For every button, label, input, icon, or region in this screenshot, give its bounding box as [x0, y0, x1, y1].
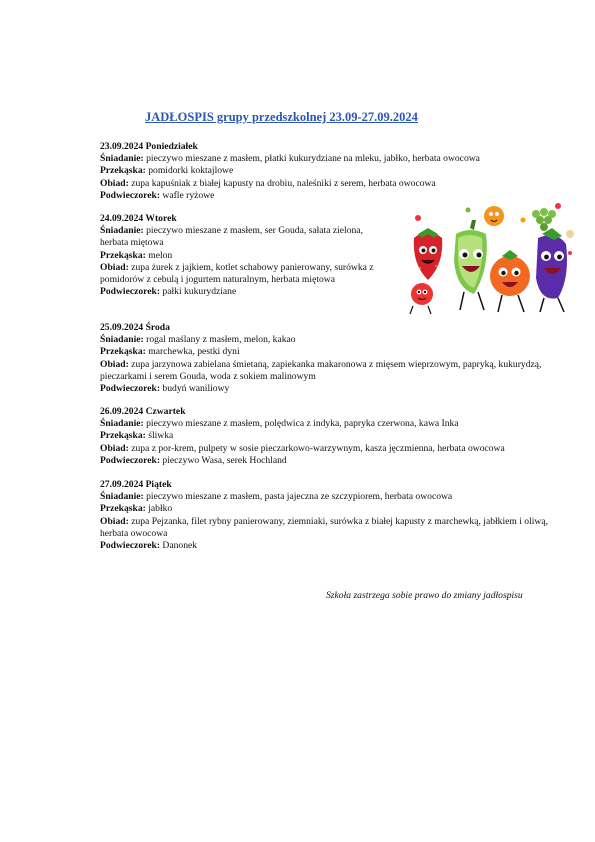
meal-snack	[100, 346, 560, 358]
strawberry-character	[414, 228, 442, 280]
meal-lunch	[100, 443, 560, 455]
day-date: 26.09.2024 Czwartek	[100, 406, 186, 417]
meal-text: wafle ryżowe	[160, 189, 215, 201]
day-menu-monday	[100, 141, 560, 202]
meal-label: Przekąska:	[100, 165, 146, 177]
tomato-character	[490, 250, 530, 312]
meal-breakfast	[100, 418, 560, 430]
meal-label: Śniadanie:	[100, 153, 144, 165]
meal-label: Przekąska:	[100, 249, 146, 261]
grapes-icon	[532, 208, 556, 231]
meal-label: Podwieczorek:	[100, 286, 161, 298]
day-menu-wednesday	[100, 322, 560, 395]
meal-breakfast	[100, 334, 560, 346]
meal-text: pieczywo mieszane z masłem, ser Gouda, sałata zielona, herbata miętowa	[100, 225, 363, 249]
meal-lunch	[100, 178, 560, 190]
day-menu-friday	[100, 479, 566, 552]
meal-text: pieczywo Wasa, serek Hochland	[160, 454, 287, 466]
meal-label: Przekąska:	[100, 346, 146, 358]
meal-label: Śniadanie:	[100, 491, 144, 503]
page-title: JADŁOSPIS grupy przedszkolnej 23.09-27.09.2024	[145, 110, 418, 124]
meal-label: Podwieczorek:	[100, 454, 161, 466]
meal-snack	[100, 165, 560, 177]
cartoon-fruits-vegetables-icon	[398, 198, 576, 318]
meal-text: zupa z por-krem, pulpety w sosie pieczarkowo-warzywnym, kasza jęczmienna, herbata owocowa	[128, 442, 505, 454]
meal-text: melon	[145, 249, 173, 261]
meal-text: pieczywo mieszane z masłem, płatki kukurydziane na mleku, jabłko, herbata owocowa	[143, 153, 480, 165]
day-menu-thursday	[100, 406, 560, 467]
meal-text: pomidorki koktajlowe	[145, 165, 234, 177]
meal-lunch	[100, 359, 560, 383]
meal-afternoon	[100, 455, 560, 467]
meal-afternoon	[100, 286, 385, 298]
meal-label: Podwieczorek:	[100, 383, 161, 395]
meal-text: budyń waniliowy	[160, 383, 230, 395]
meal-text: śliwka	[145, 430, 174, 442]
day-date: 24.09.2024 Wtorek	[100, 213, 177, 224]
meal-text: pałki kukurydziane	[160, 286, 237, 298]
meal-label: Obiad:	[100, 261, 129, 273]
day-menu-tuesday	[100, 213, 385, 298]
meal-label: Obiad:	[100, 515, 129, 527]
meal-breakfast	[100, 491, 566, 503]
meal-label: Śniadanie:	[100, 225, 144, 237]
meal-afternoon	[100, 383, 560, 395]
meal-text: zupa kapuśniak z białej kapusty na drobiu, naleśniki z serem, herbata owocowa	[128, 177, 436, 189]
meal-label: Śniadanie:	[100, 334, 144, 346]
meal-label: Obiad:	[100, 177, 129, 189]
meal-snack	[100, 250, 385, 262]
footer-note: Szkoła zastrzega sobie prawo do zmiany jadłospisu	[326, 590, 523, 601]
meal-label: Obiad:	[100, 442, 129, 454]
meal-text: zupa żurek z jajkiem, kotlet schabowy panierowany, surówka z pomidorów z cebulą i jogurtem naturalnym, herbata miętowa	[100, 261, 374, 286]
meal-text: zupa jarzynowa zabielana śmietaną, zapiekanka makaronowa z mięsem wieprzowym, papryką, kukurydzą, pieczarkami i serem Gouda, woda z sokiem malinowym	[100, 358, 542, 382]
meal-label: Podwieczorek:	[100, 540, 161, 552]
meal-snack	[100, 503, 566, 515]
day-date: 27.09.2024 Piątek	[100, 479, 172, 490]
meal-text: marchewka, pestki dyni	[145, 346, 240, 358]
meal-label: Śniadanie:	[100, 418, 144, 430]
meal-label: Przekąska:	[100, 430, 146, 442]
meal-text: Danonek	[160, 540, 198, 552]
meal-lunch	[100, 262, 385, 286]
pepper-character	[454, 220, 487, 310]
meal-text: pieczywo mieszane z masłem, polędwica z indyka, papryka czerwona, kawa Inka	[143, 418, 459, 430]
meal-text: rogal maślany z masłem, melon, kakao	[143, 334, 296, 346]
meal-label: Podwieczorek:	[100, 189, 161, 201]
meal-afternoon	[100, 540, 566, 552]
meal-label: Przekąska:	[100, 503, 146, 515]
meal-breakfast	[100, 225, 385, 249]
meal-snack	[100, 430, 560, 442]
meal-breakfast	[100, 153, 560, 165]
meal-label: Obiad:	[100, 358, 129, 370]
meal-text: pieczywo mieszane z masłem, pasta jajeczna ze szczypiorem, herbata owocowa	[143, 491, 453, 503]
meal-lunch	[100, 516, 566, 540]
day-date: 25.09.2024 Środa	[100, 322, 170, 333]
meal-text: zupa Pejzanka, filet rybny panierowany, ziemniaki, surówka z białej kapusty z marchewką, jabłkiem i oliwą, herbata owocowa	[100, 515, 549, 539]
eggplant-character	[536, 228, 574, 312]
orange-character	[484, 206, 504, 226]
meal-text: jabłko	[145, 503, 173, 515]
day-date: 23.09.2024 Poniedziałek	[100, 141, 198, 152]
apple-character	[410, 283, 433, 314]
